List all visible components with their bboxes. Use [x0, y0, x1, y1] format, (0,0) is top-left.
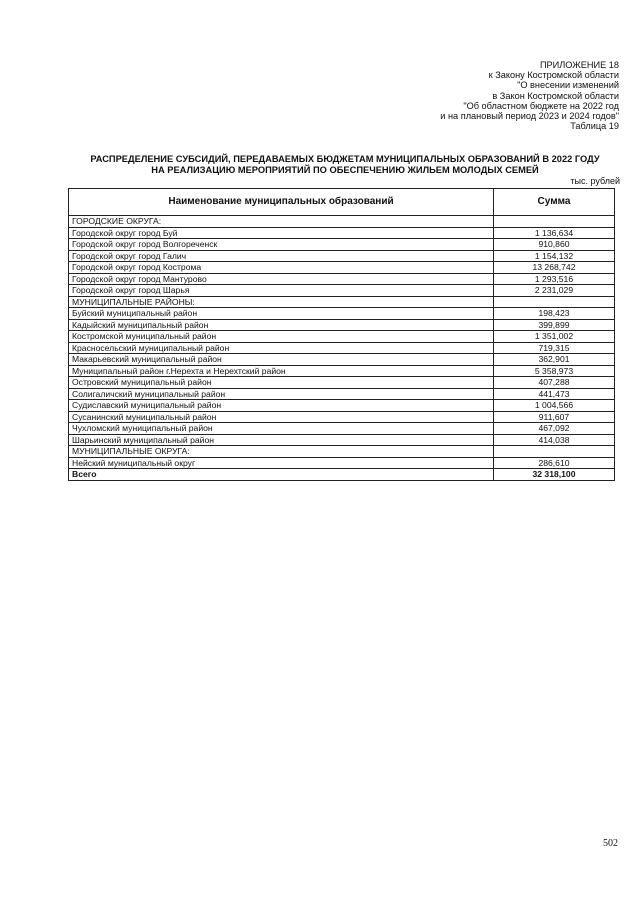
table-row — [69, 285, 615, 297]
table-row — [69, 319, 615, 331]
row-name: Городской округ город Кострома — [69, 262, 494, 274]
row-name: Муниципальный район г.Нерехта и Нерехтский район — [69, 365, 494, 377]
row-name: Макарьевский муниципальный район — [69, 354, 494, 366]
title-line-1: РАСПРЕДЕЛЕНИЕ СУБСИДИЙ, ПЕРЕДАВАЕМЫХ БЮДЖЕТАМ МУНИЦИПАЛЬНЫХ ОБРАЗОВАНИЙ В 2022 ГОДУ — [90, 154, 600, 164]
row-name: Городской округ город Шарья — [69, 285, 494, 297]
total-label: Всего — [69, 469, 494, 481]
row-sum: 5 358,973 — [494, 365, 615, 377]
table-header-row — [69, 189, 615, 216]
row-sum: 2 231,029 — [494, 285, 615, 297]
row-name: Судиславский муниципальный район — [69, 400, 494, 412]
row-name: Городской округ город Волгореченск — [69, 239, 494, 251]
row-sum: 1 154,132 — [494, 250, 615, 262]
table-row — [69, 216, 615, 228]
row-name: Городской округ город Галич — [69, 250, 494, 262]
appendix-line: "О внесении изменений — [517, 80, 619, 91]
row-sum: 910,860 — [494, 239, 615, 251]
table-row — [69, 308, 615, 320]
row-sum: 286,610 — [494, 457, 615, 469]
row-sum: 198,423 — [494, 308, 615, 320]
table-row — [69, 457, 615, 469]
row-sum — [494, 446, 615, 458]
appendix-line: и на плановый период 2023 и 2024 годов" — [440, 111, 619, 122]
table-row — [69, 239, 615, 251]
row-sum: 1 004,566 — [494, 400, 615, 412]
total-sum: 32 318,100 — [494, 469, 615, 481]
row-name: МУНИЦИПАЛЬНЫЕ ОКРУГА: — [69, 446, 494, 458]
table-row — [69, 262, 615, 274]
row-name: Сусанинский муниципальный район — [69, 411, 494, 423]
total-row — [69, 469, 615, 481]
table-row — [69, 423, 615, 435]
row-sum: 1 136,634 — [494, 227, 615, 239]
table-row — [69, 296, 615, 308]
row-sum: 13 268,742 — [494, 262, 615, 274]
table-row — [69, 273, 615, 285]
table-row — [69, 411, 615, 423]
row-sum: 1 351,002 — [494, 331, 615, 343]
table-row — [69, 331, 615, 343]
column-header-sum: Сумма — [494, 189, 615, 216]
appendix-line: "Об областном бюджете на 2022 год — [463, 100, 619, 111]
row-name: МУНИЦИПАЛЬНЫЕ РАЙОНЫ: — [69, 296, 494, 308]
row-name: Чухломский муниципальный район — [69, 423, 494, 435]
row-sum: 911,607 — [494, 411, 615, 423]
table-row — [69, 388, 615, 400]
row-sum: 467,092 — [494, 423, 615, 435]
table-row — [69, 354, 615, 366]
row-name: Буйский муниципальный район — [69, 308, 494, 320]
row-sum — [494, 216, 615, 228]
row-name: Городской округ город Буй — [69, 227, 494, 239]
row-name: Городской округ город Мантурово — [69, 273, 494, 285]
table-row — [69, 342, 615, 354]
page-number: 502 — [603, 838, 618, 849]
appendix-line: ПРИЛОЖЕНИЕ 18 — [539, 60, 619, 70]
row-sum: 414,038 — [494, 434, 615, 446]
row-sum — [494, 296, 615, 308]
column-header-name: Наименование муниципальных образований — [69, 189, 494, 216]
subsidy-table — [68, 188, 615, 481]
table-row — [69, 377, 615, 389]
units-label: тыс. рублей — [570, 176, 620, 186]
row-name: Кадыйский муниципальный район — [69, 319, 494, 331]
table-row — [69, 227, 615, 239]
row-sum: 407,288 — [494, 377, 615, 389]
row-name: Красносельский муниципальный район — [69, 342, 494, 354]
row-name: Солигаличский муниципальный район — [69, 388, 494, 400]
table-row — [69, 250, 615, 262]
document-title — [60, 154, 630, 176]
title-line-2: НА РЕАЛИЗАЦИЮ МЕРОПРИЯТИЙ ПО ОБЕСПЕЧЕНИЮ ЖИЛЬЕМ МОЛОДЫХ СЕМЕЙ — [151, 165, 539, 175]
row-sum: 719,315 — [494, 342, 615, 354]
row-sum: 1 293,516 — [494, 273, 615, 285]
table-row — [69, 446, 615, 458]
row-sum: 362,901 — [494, 354, 615, 366]
appendix-header — [440, 60, 619, 131]
table-row — [69, 365, 615, 377]
row-name: ГОРОДСКИЕ ОКРУГА: — [69, 216, 494, 228]
appendix-line: в Закон Костромской области — [492, 90, 619, 101]
appendix-line: к Закону Костромской области — [488, 70, 619, 81]
row-name: Островский муниципальный район — [69, 377, 494, 389]
table-row — [69, 400, 615, 412]
appendix-line: Таблица 19 — [570, 121, 619, 132]
row-name: Костромской муниципальный район — [69, 331, 494, 343]
table-row — [69, 434, 615, 446]
row-sum: 399,899 — [494, 319, 615, 331]
row-sum: 441,473 — [494, 388, 615, 400]
row-name: Нейский муниципальный округ — [69, 457, 494, 469]
row-name: Шарьинский муниципальный район — [69, 434, 494, 446]
